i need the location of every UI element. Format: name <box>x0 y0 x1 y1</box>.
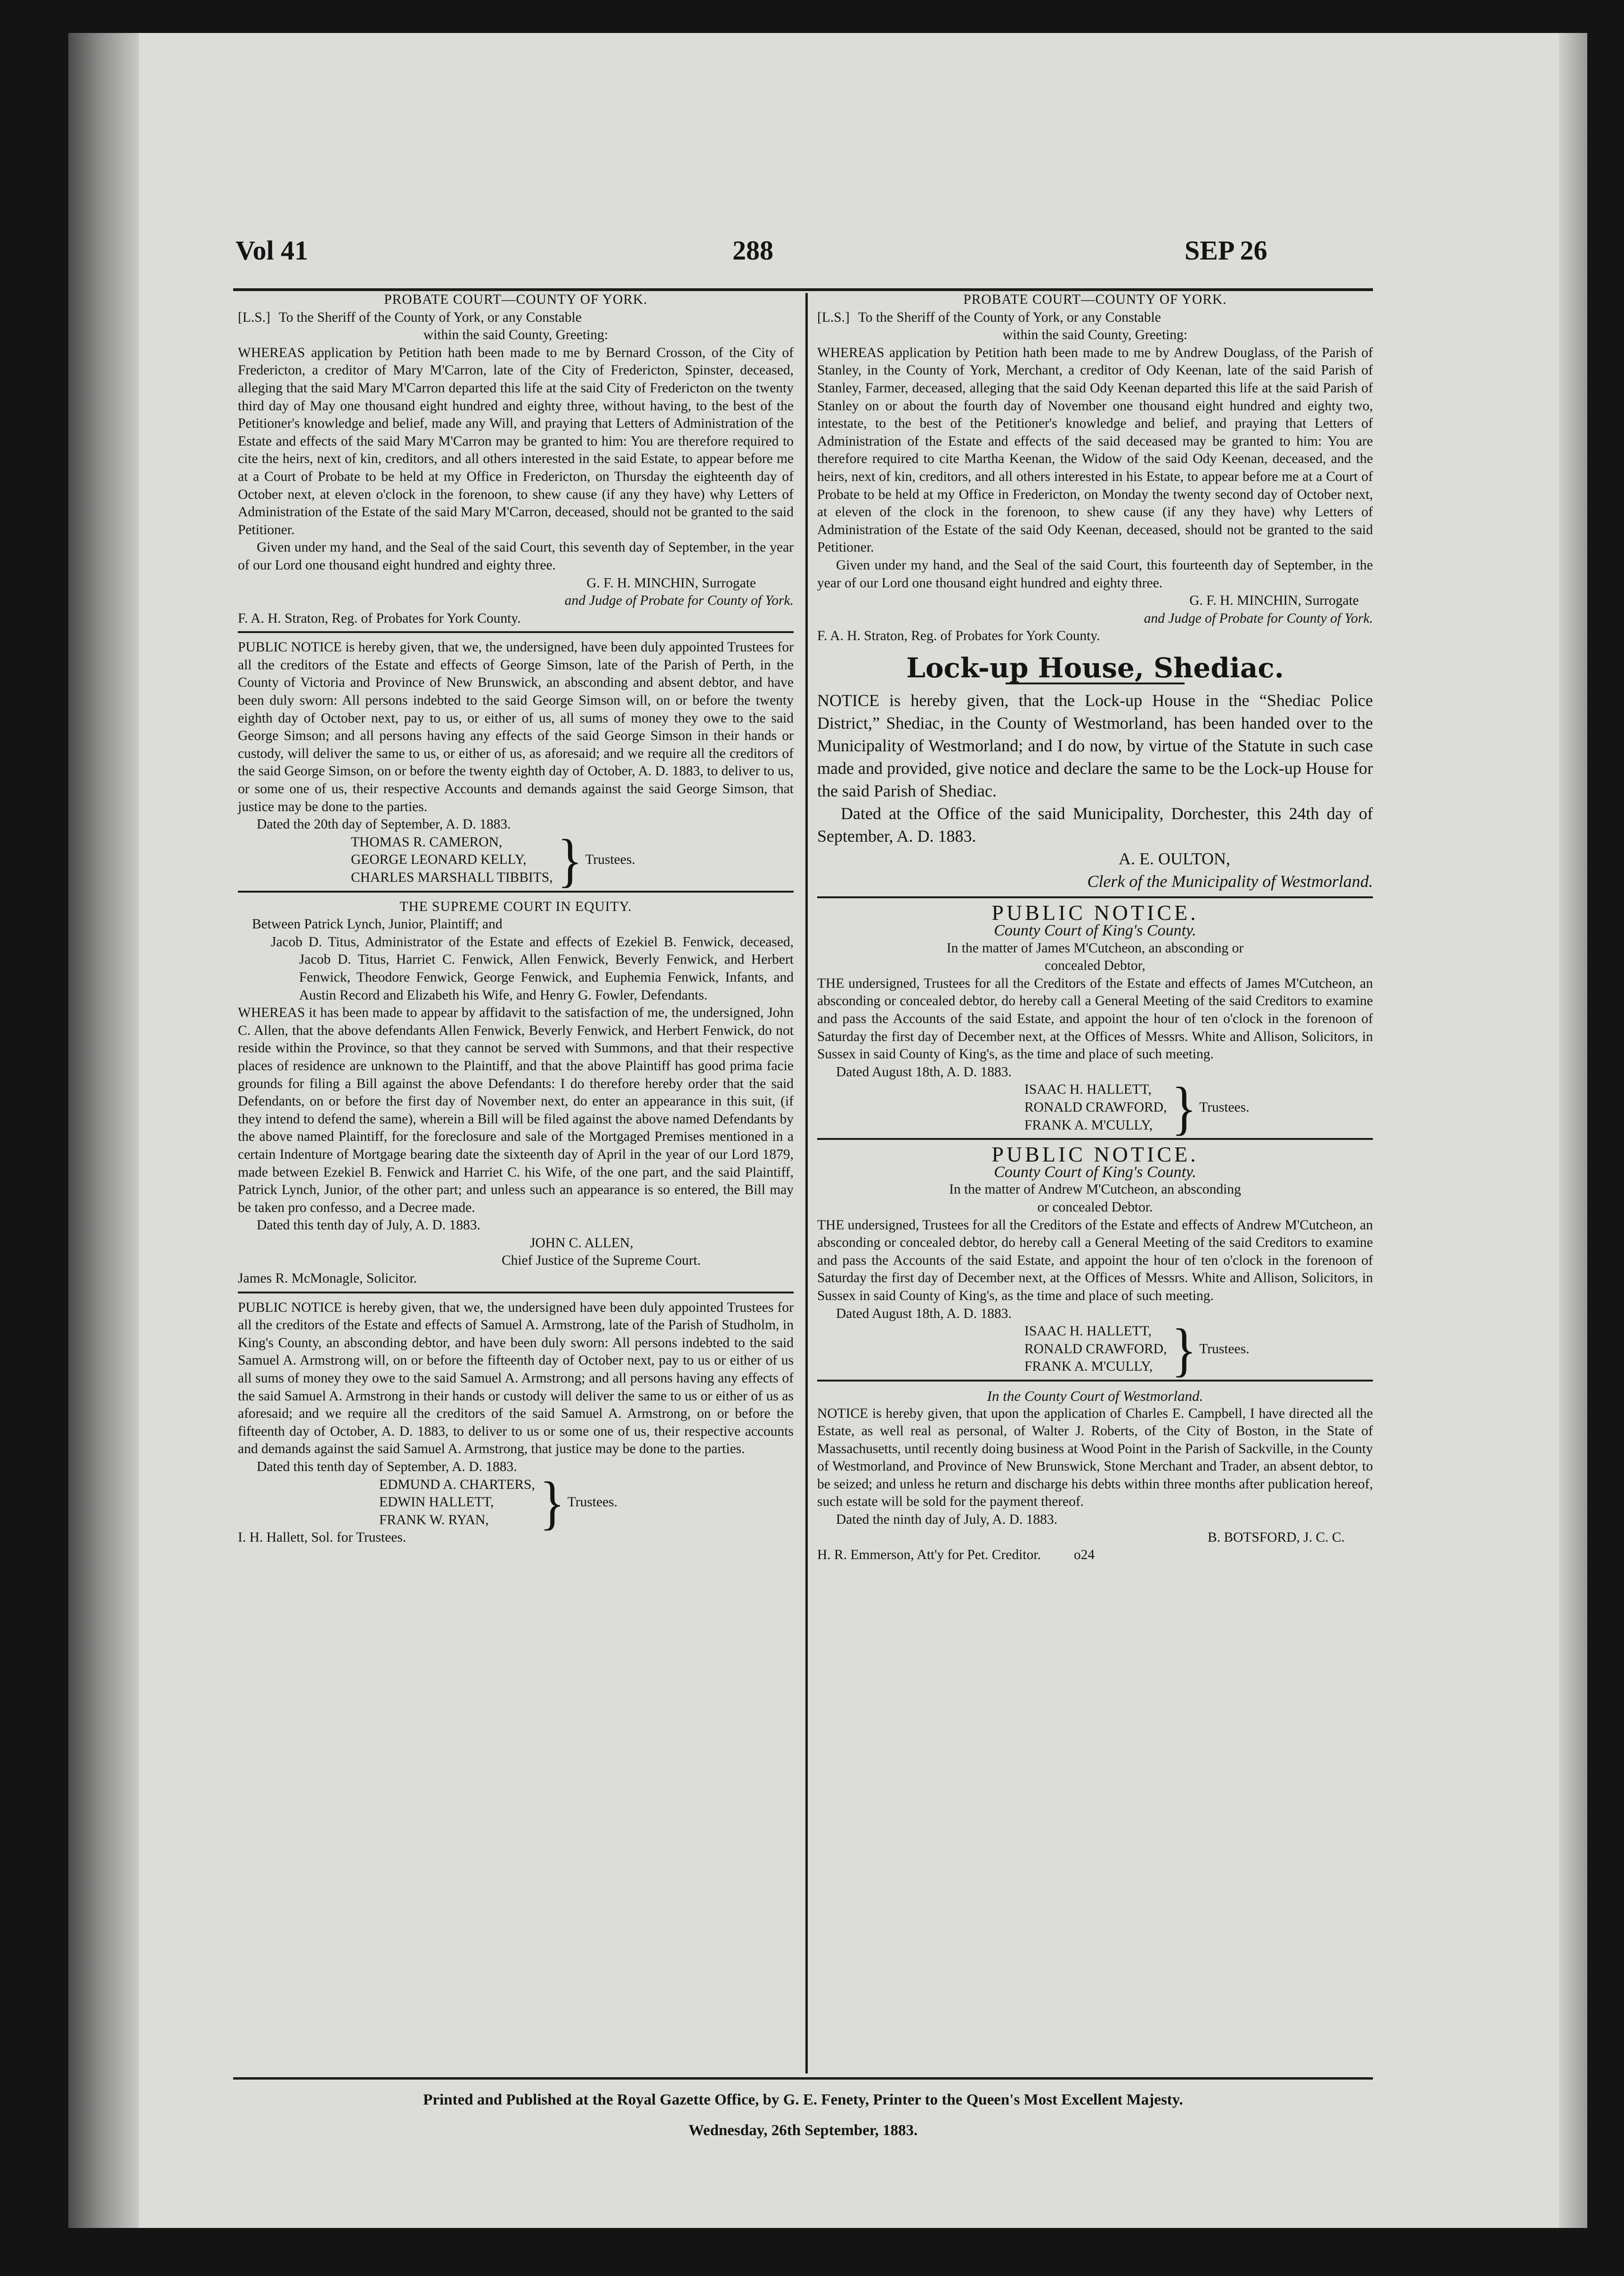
trustee-name: ISAAC H. HALLETT, <box>1024 1324 1152 1339</box>
trustee-name: FRANK W. RYAN, <box>379 1512 489 1528</box>
notice-title: PROBATE COURT—COUNTY OF YORK. <box>384 292 648 307</box>
solicitor-line: I. H. Hallett, Sol. for Trustees. <box>238 1530 406 1545</box>
trustee-name: FRANK A. M'CULLY, <box>1024 1359 1153 1374</box>
signature: G. F. H. MINCHIN, Surrogate <box>1189 593 1359 609</box>
notice-dated: Dated at the Office of the said Municipality, Dorchester, this 24th day of September, A. D. 1883. <box>817 804 1373 846</box>
divider <box>817 896 1373 898</box>
solicitor-line: James R. McMonagle, Solicitor. <box>238 1271 417 1286</box>
notice-dated: Dated August 18th, A. D. 1883. <box>836 1306 1012 1321</box>
address-line: To the Sheriff of the County of York, or any Constable <box>858 309 1161 325</box>
signature-title: and Judge of Probate for County of York. <box>1144 610 1373 626</box>
seal-mark: [L.S.] <box>817 309 850 325</box>
signature: G. F. H. MINCHIN, Surrogate <box>586 575 756 591</box>
notice-probate-keenan <box>817 291 1373 645</box>
notice-given: Given under my hand, and the Seal of the said Court, this fourteenth day of September, in the year of our Lord one thousand eight hundred and eighty three. <box>817 557 1373 591</box>
signature-title: Clerk of the Municipality of Westmorland. <box>1087 872 1373 891</box>
address-line: To the Sheriff of the County of York, or any Constable <box>278 309 582 325</box>
matter-line: In the matter of Andrew M'Cutcheon, an absconding <box>949 1182 1241 1197</box>
notice-body: WHEREAS application by Petition hath been made to me by Andrew Douglass, of the Parish of Stanley, in the County of York, Merchant, a creditor of Ody Keenan, late of the said Parish of Stanley, Farmer, deceased, alleging that the said Ody Keenan departed this life at the said Parish of Stanley on or about the fourth day of November one thousand eight hundred and eighty two, intestate, to the best of the Petitioner's knowledge and belief, and praying that Letters of Administration of the Estate and effects of the said deceased may be granted to him: You are therefore required to cite Martha Keenan, the Widow of the said Ody Keenan, deceased, and the heirs, next of kin, creditors, and all others interested in his Estate, to appear before me at a Court of Probate to be held at my Office in Fredericton, on Monday the twenty second day of October next, at eleven of the clock in the forenoon, to shew cause (if any they have) why Letters of Administration of the Estate of the said Ody Keenan, deceased, should not be granted to the said Petitioner. <box>817 345 1373 555</box>
matter-line: In the matter of James M'Cutcheon, an absconding or <box>946 940 1244 956</box>
court-name: County Court of King's County. <box>994 922 1196 940</box>
trustee-name: RONALD CRAWFORD, <box>1024 1100 1167 1115</box>
brace: } <box>1171 1316 1197 1382</box>
notice-dated: Dated this tenth day of July, A. D. 1883. <box>257 1218 480 1233</box>
signature: B. BOTSFORD, J. C. C. <box>1208 1529 1345 1545</box>
notice-james-mccutcheon <box>817 901 1373 1141</box>
notice-given: Given under my hand, and the Seal of the said Court, this seventh day of September, in the year of our Lord one thousand eight hundred and eighty three. <box>238 540 794 573</box>
trustee-block <box>1024 1316 1373 1382</box>
address-line-2: within the said County, Greeting: <box>1002 327 1188 343</box>
notice-dated: Dated the 20th day of September, A. D. 1883. <box>257 817 511 832</box>
trustee-name: RONALD CRAWFORD, <box>1024 1341 1167 1357</box>
court-name: In the County Court of Westmorland. <box>987 1387 1203 1404</box>
trustee-name: EDWIN HALLETT, <box>379 1495 494 1510</box>
column-separator <box>805 293 808 2073</box>
divider <box>238 891 794 893</box>
notice-title: PUBLIC NOTICE. <box>991 901 1199 925</box>
notice-body: NOTICE is hereby given, that the Lock-up House in the “Shediac Police District,” Shediac, in the County of Westmorland, has been handed over to the Municipality of Westmorland; and I do now, by virtue of the Statute in such case made and provided, give notice and declare the same to be the Lock-up House for the said Parish of Shediac. <box>817 691 1373 801</box>
trustee-name: FRANK A. M'CULLY, <box>1024 1117 1153 1133</box>
book-spine <box>68 33 139 2228</box>
attorney-line: H. R. Emmerson, Att'y for Pet. Creditor. <box>817 1547 1041 1563</box>
trustee-name: GEORGE LEONARD KELLY, <box>351 852 527 868</box>
notice-dated: Dated this tenth day of September, A. D. 1883. <box>257 1459 517 1474</box>
brace: } <box>557 827 583 894</box>
court-name: County Court of King's County. <box>994 1163 1196 1181</box>
notice-title: Lock-up House, Shediac. <box>906 651 1284 684</box>
notice-body: PUBLIC NOTICE is hereby given, that we, the undersigned, have been duly appointed Trustees for all the creditors of the Estate and effects of George Simson, late of the Parish of Perth, in the County of Victoria and Province of New Brunswick, an absconding and absent debtor, and have been duly sworn: All persons indebted to the said George Simson will, on or before the twenty eighth day of October next, pay to us, or either of us, all sums of money they owe to the said George Simson; and all persons having any effects of the said George Simson in their hands or custody, will deliver the same to us, or either of us, as aforesaid; and we require all the creditors of the said George Simson, on or before the twenty eighth day of October, A. D. 1883, to deliver to us, or some one of us, their respective Accounts and demands against the said George Simson, that justice may be done to the parties. <box>238 640 794 814</box>
volume-label: Vol 41 <box>235 235 309 266</box>
notice-body: PUBLIC NOTICE is hereby given, that we, the undersigned have been duly appointed Trustees for all the creditors of the Estate and effects of Samuel A. Armstrong, late of the Parish of Studholm, in King's County, an absconding debtor, and have been duly sworn: All persons indebted to the said Samuel A. Armstrong will, on or before the fifteenth day of October next, pay to us or either of us all sums of money they owe to the said Samuel A. Armstrong; and all persons having any effects of the said Samuel A. Armstrong in their hands or custody will deliver the same to us or either of us as aforesaid; and we require all the creditors of the said Samuel A. Armstrong, on or before the fifteenth day of October, A. D. 1883, to deliver to us or some one of us, their respective accounts and demands against the said Samuel A. Armstrong, that justice may be done to the parties. <box>238 1300 794 1457</box>
address-line-2: within the said County, Greeting: <box>423 327 609 343</box>
notice-armstrong-trustees <box>238 1299 794 1547</box>
right-column <box>817 291 1373 1564</box>
notice-title: THE SUPREME COURT IN EQUITY. <box>399 899 632 914</box>
page-edge <box>1559 33 1587 2228</box>
publication-date: Wednesday, 26th September, 1883. <box>688 2122 918 2139</box>
notice-title: PUBLIC NOTICE. <box>991 1142 1199 1167</box>
notice-body: THE undersigned, Trustees for all the Creditors of the Estate and effects of Andrew M'Cutcheon, an absconding or concealed debtor, do hereby call a General Meeting of the said Creditors to examine and pass the Accounts of the said Estate, and appoint the hour of ten o'clock in the forenoon of Saturday the first day of December next, at the Offices of Messrs. White and Allison, Solicitors, in Sussex in said County of King's, as the time and place of such meeting. <box>817 1217 1373 1303</box>
trustee-name: ISAAC H. HALLETT, <box>1024 1082 1152 1097</box>
notice-body: THE undersigned, Trustees for all the Creditors of the Estate and effects of James M'Cutcheon, an absconding or concealed debtor, do hereby call a General Meeting of the said Creditors to examine and pass the Accounts of the said Estate, and appoint the hour of ten o'clock in the forenoon of Saturday the first day of December next, at the Offices of Messrs. White and Allison, Solicitors, in Sussex in said County of King's, as the time and place of such meeting. <box>817 975 1373 1062</box>
trustee-name: CHARLES MARSHALL TIBBITS, <box>351 870 553 885</box>
registrar-line: F. A. H. Straton, Reg. of Probates for York County. <box>817 628 1100 644</box>
notice-body: NOTICE is hereby given, that upon the application of Charles E. Campbell, I have directed all the Estate, as well real as personal, of Walter J. Roberts, of the City of Boston, in the State of Massachusetts, until recently doing business at Wood Point in the Parish of Sackville, in the County of Westmorland, and Province of New Brunswick, Stone Merchant and Trader, an absent debtor, to be seized; and unless he return and discharge his debts within three months after publication hereof, such estate will be sold for the payment thereof. <box>817 1406 1373 1510</box>
footer-rule <box>233 2077 1373 2080</box>
signature-title: Chief Justice of the Supreme Court. <box>502 1253 701 1268</box>
trustees-label: Trustees. <box>567 1495 618 1510</box>
trustee-block <box>1024 1074 1373 1141</box>
insertion-code: o24 <box>1073 1547 1095 1563</box>
brace: } <box>1171 1074 1197 1141</box>
trustee-block <box>379 1469 794 1536</box>
notice-parties: Jacob D. Titus, Administrator of the Estate and effects of Ezekiel B. Fenwick, deceased, Jacob D. Titus, Harriet C. Fenwick, Allen Fenwick, Beverly Fenwick, and Herbert Fenwick, Theodore Fenwick, George Fenwick, and Euphemia Fenwick, Infants, and Austin Record and Elizabeth his Wife, and Henry G. Fowler, Defendants. <box>271 934 794 1003</box>
trustee-block <box>351 827 794 894</box>
matter-line-2: or concealed Debtor. <box>1037 1199 1153 1215</box>
seal-mark: [L.S.] <box>238 309 270 325</box>
trustees-label: Trustees. <box>1199 1100 1250 1115</box>
notice-andrew-mccutcheon <box>817 1142 1373 1382</box>
notice-title: PROBATE COURT—COUNTY OF YORK. <box>963 292 1227 307</box>
notice-between: Between Patrick Lynch, Junior, Plaintiff; and <box>252 917 503 932</box>
notice-simson-trustees <box>238 639 794 894</box>
trustees-label: Trustees. <box>585 852 635 868</box>
notice-dated: Dated August 18th, A. D. 1883. <box>836 1064 1012 1080</box>
page-number: 288 <box>732 235 773 266</box>
divider <box>238 631 794 633</box>
issue-date: SEP 26 <box>1185 235 1267 266</box>
notice-body: WHEREAS application by Petition hath been made to me by Bernard Crosson, of the City of Fredericton, a creditor of Mary M'Carron, late of the City of Fredericton, Spinster, deceased, alleging that the said Mary M'Carron departed this life at the said City of Fredericton on the twenty third day of May one thousand eight hundred and eighty three, without having, to the best of the Petitioner's knowledge and belief, made any Will, and praying that Letters of Administration of the Estate and effects of the said Mary M'Carron may be granted to him: You are therefore required to cite the heirs, next of kin, creditors, and all others interested in the said Estate, to appear before me at a Court of Probate to be held at my Office in Fredericton, on Thursday the eighteenth day of October next, at eleven o'clock in the forenoon, to shew cause (if any they have) why Letters of Administration of the Estate of the said Mary M'Carron, deceased, should not be granted to the said Petitioner. <box>238 345 794 537</box>
printer-line: Printed and Published at the Royal Gazette Office, by G. E. Fenety, Printer to the Queen's Most Excellent Majesty. <box>423 2091 1183 2108</box>
divider <box>817 1380 1373 1382</box>
notice-dated: Dated the ninth day of July, A. D. 1883. <box>836 1512 1058 1528</box>
brace: } <box>539 1469 565 1536</box>
divider <box>238 1292 794 1293</box>
matter-line-2: concealed Debtor, <box>1045 958 1145 974</box>
registrar-line: F. A. H. Straton, Reg. of Probates for York County. <box>238 610 521 626</box>
signature: A. E. OULTON, <box>1119 849 1231 869</box>
divider <box>817 1138 1373 1140</box>
signature-title: and Judge of Probate for County of York. <box>564 593 794 609</box>
left-column <box>238 291 794 1547</box>
notice-supreme-court-equity <box>238 898 794 1288</box>
notice-body: WHEREAS it has been made to appear by affidavit to the satisfaction of me, the undersigned, John C. Allen, that the above defendants Allen Fenwick, Beverly Fenwick, and Herbert Fenwick, do not reside within the Province, so that they cannot be served with Summons, and that their respective places of residence are unknown to the Plaintiff, and that the above Plaintiff has good prima facie grounds for filing a Bill against the above Defendants: I do therefore hereby order that the said Defendants, on or before the first day of November next, do enter an appearance in this suit, (if they intend to defend the same), wherein a Bill will be filed against the above named Defendants by the above named Plaintiff, for the foreclosure and sale of the Mortgaged Premises mentioned in a certain Indenture of Mortgage bearing date the sixteenth day of April in the year of our Lord 1879, made between Ezekiel B. Fenwick and Harriet C. his Wife, of the one part, and the said Plaintiff, Patrick Lynch, Junior, of the other part; and unless such an appearance is so entered, the Bill may be taken pro confesso, and a Decree made. <box>238 1005 794 1215</box>
trustee-name: EDMUND A. CHARTERS, <box>379 1477 535 1492</box>
gazette-page <box>68 33 1583 2228</box>
notice-lockup-house <box>817 651 1373 893</box>
notice-westmorland-roberts <box>817 1387 1373 1564</box>
notice-probate-mccarron <box>238 291 794 627</box>
signature: JOHN C. ALLEN, <box>530 1235 633 1251</box>
trustee-name: THOMAS R. CAMERON, <box>351 834 503 850</box>
trustees-label: Trustees. <box>1199 1341 1250 1357</box>
